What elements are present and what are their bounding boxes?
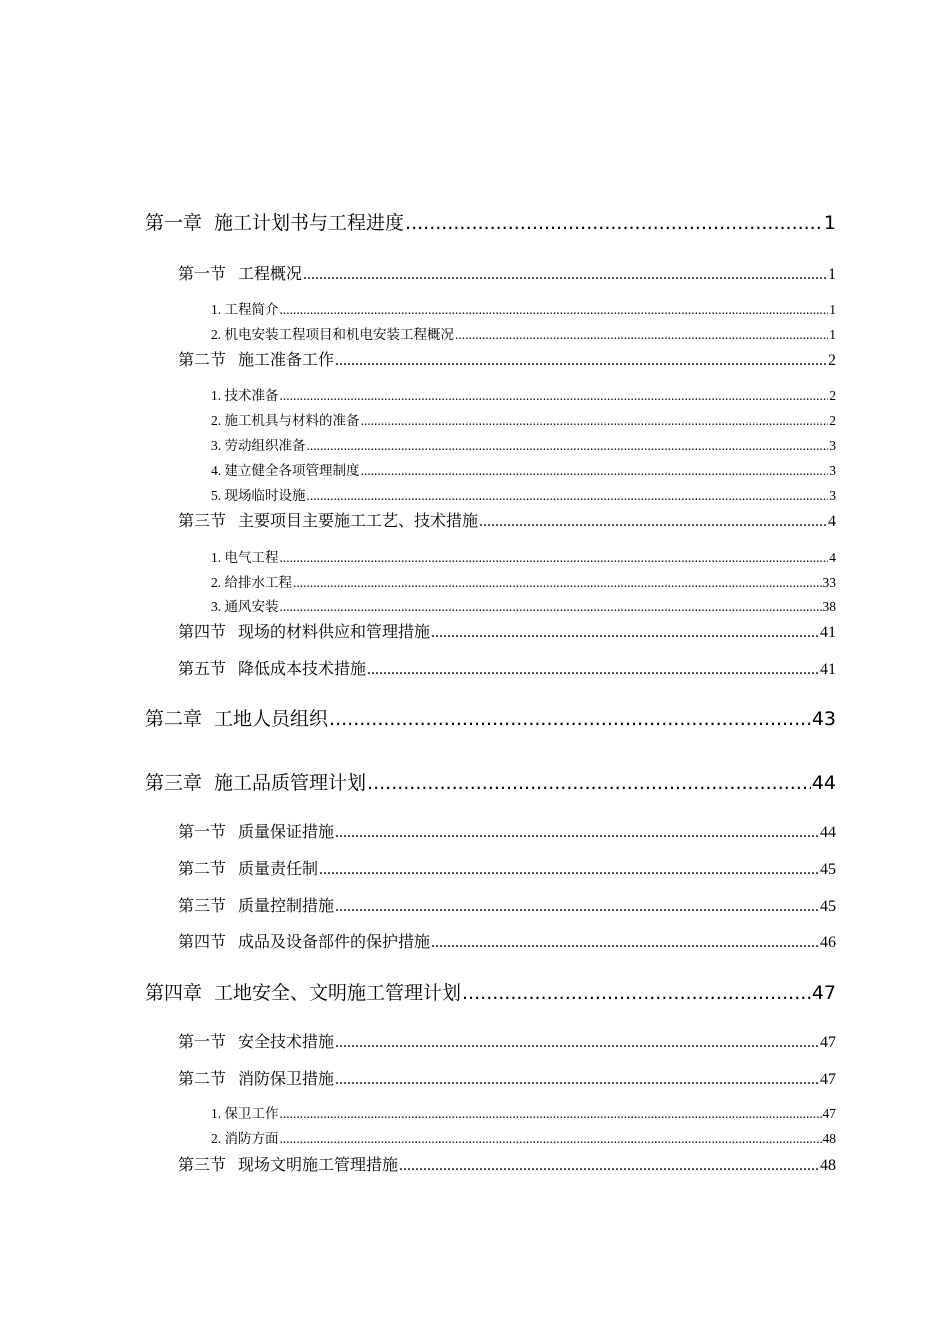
toc-dot-leader xyxy=(431,624,819,642)
toc-chapter-entry[interactable] xyxy=(145,978,836,1005)
toc-dot-leader xyxy=(335,1034,819,1052)
toc-dot-leader xyxy=(361,463,829,479)
toc-dot-leader xyxy=(303,266,827,284)
toc-dot-leader xyxy=(280,1106,822,1122)
toc-page-number: 47 xyxy=(820,1034,836,1051)
toc-entry-number: 第三节 xyxy=(178,513,227,530)
toc-subsection-entry[interactable] xyxy=(211,323,836,343)
toc-entry-title-text: 施工品质管理计划 xyxy=(214,772,367,794)
toc-page-number: 46 xyxy=(820,934,836,951)
toc-page-number: 48 xyxy=(820,1157,836,1174)
toc-entry-title xyxy=(211,298,279,318)
toc-entry-number: 第一节 xyxy=(178,1034,227,1051)
toc-page-number: 4 xyxy=(829,550,836,565)
toc-entry-number: 第四节 xyxy=(178,624,227,641)
toc-entry-title xyxy=(211,1127,279,1147)
toc-dot-leader xyxy=(280,599,822,615)
toc-entry-title xyxy=(145,208,404,235)
toc-entry-title xyxy=(178,619,430,642)
toc-dot-leader xyxy=(335,1071,819,1089)
toc-entry-title-text: 现场文明施工管理措施 xyxy=(238,1157,399,1174)
toc-entry-title xyxy=(211,571,292,591)
toc-dot-leader xyxy=(479,513,827,531)
toc-entry-title xyxy=(178,819,334,842)
toc-page-number: 47 xyxy=(811,982,836,1004)
toc-entry-title xyxy=(178,1029,334,1052)
toc-entry-title-text: 质量控制措施 xyxy=(238,898,335,915)
toc-section-entry[interactable] xyxy=(178,261,836,284)
toc-page-number: 2 xyxy=(828,352,836,369)
toc-section-entry[interactable] xyxy=(178,1029,836,1052)
toc-entry-number: 第三节 xyxy=(178,898,227,915)
toc-entry-title-text: 施工准备工作 xyxy=(238,352,335,369)
toc-entry-title-text: 工地人员组织 xyxy=(214,708,329,730)
toc-entry-title xyxy=(178,929,430,952)
toc-page-number: 3 xyxy=(829,463,836,478)
toc-entry-number: 第二节 xyxy=(178,861,227,878)
toc-entry-title xyxy=(145,768,366,795)
toc-page-number: 1 xyxy=(823,212,836,234)
toc-section-entry[interactable] xyxy=(178,656,836,679)
toc-page-number: 33 xyxy=(822,575,836,590)
toc-page-number: 47 xyxy=(822,1106,836,1121)
toc-entry-title xyxy=(178,347,334,370)
toc-section-entry[interactable] xyxy=(178,508,836,531)
toc-entry-title-text: 降低成本技术措施 xyxy=(238,661,367,678)
toc-entry-title-text: 1. 工程简介 xyxy=(211,302,279,317)
toc-dot-leader xyxy=(455,327,828,343)
toc-entry-title xyxy=(211,595,279,615)
toc-page-number: 45 xyxy=(820,898,836,915)
toc-entry-title-text: 主要项目主要施工工艺、技术措施 xyxy=(238,513,479,530)
toc-entry-title xyxy=(178,893,334,916)
toc-entry-title-text: 质量责任制 xyxy=(238,861,319,878)
toc-page-number: 1 xyxy=(828,266,836,283)
toc-entry-title xyxy=(211,384,279,404)
toc-dot-leader xyxy=(280,1131,822,1147)
toc-entry-number: 第四节 xyxy=(178,934,227,951)
toc-dot-leader xyxy=(307,438,829,454)
toc-entry-title-text: 5. 现场临时设施 xyxy=(211,488,306,503)
toc-entry-title xyxy=(178,1066,334,1089)
toc-subsection-entry[interactable] xyxy=(211,459,836,479)
toc-subsection-entry[interactable] xyxy=(211,1127,836,1147)
toc-section-entry[interactable] xyxy=(178,856,836,879)
toc-page-number: 2 xyxy=(829,413,836,428)
toc-subsection-entry[interactable] xyxy=(211,571,836,591)
toc-entry-number: 第一节 xyxy=(178,266,227,283)
toc-entry-title-text: 工地安全、文明施工管理计划 xyxy=(214,982,462,1004)
toc-page-number: 45 xyxy=(820,861,836,878)
toc-entry-title-text: 施工计划书与工程进度 xyxy=(214,212,405,234)
toc-dot-leader xyxy=(335,898,819,916)
toc-subsection-entry[interactable] xyxy=(211,409,836,429)
toc-entry-number: 第五节 xyxy=(178,661,227,678)
toc-subsection-entry[interactable] xyxy=(211,1102,836,1122)
toc-section-entry[interactable] xyxy=(178,619,836,642)
toc-dot-leader xyxy=(319,861,819,879)
toc-page-number: 43 xyxy=(811,708,836,730)
toc-entry-title xyxy=(211,459,360,479)
toc-page-number: 3 xyxy=(829,488,836,503)
toc-page-number: 41 xyxy=(820,624,836,641)
toc-entry-number: 第三章 xyxy=(145,772,203,794)
toc-dot-leader xyxy=(329,708,811,730)
toc-entry-title xyxy=(178,508,478,531)
toc-entry-title-text: 3. 劳动组织准备 xyxy=(211,438,306,453)
toc-dot-leader xyxy=(335,352,827,370)
toc-section-entry[interactable] xyxy=(178,1152,836,1175)
toc-entry-title-text: 成品及设备部件的保护措施 xyxy=(238,934,431,951)
toc-page-number: 47 xyxy=(820,1071,836,1088)
toc-subsection-entry[interactable] xyxy=(211,484,836,504)
toc-dot-leader xyxy=(293,575,822,591)
toc-dot-leader xyxy=(462,982,811,1004)
toc-dot-leader xyxy=(367,661,819,679)
toc-page-number: 2 xyxy=(829,388,836,403)
toc-entry-title-text: 1. 电气工程 xyxy=(211,550,279,565)
toc-page-number: 48 xyxy=(822,1131,836,1146)
toc-section-entry[interactable] xyxy=(178,1066,836,1089)
toc-entry-title-text: 2. 消防方面 xyxy=(211,1131,279,1146)
toc-entry-title xyxy=(178,856,318,879)
toc-subsection-entry[interactable] xyxy=(211,384,836,404)
toc-entry-title xyxy=(145,704,328,731)
toc-entry-title-text: 质量保证措施 xyxy=(238,824,335,841)
toc-dot-leader xyxy=(405,212,823,234)
toc-entry-number: 第二章 xyxy=(145,708,203,730)
toc-entry-title xyxy=(178,1152,398,1175)
toc-page-number: 3 xyxy=(829,438,836,453)
toc-page-number: 44 xyxy=(811,772,836,794)
toc-dot-leader xyxy=(280,550,829,566)
toc-entry-number: 第二节 xyxy=(178,1071,227,1088)
toc-entry-title xyxy=(178,261,302,284)
toc-chapter-entry[interactable] xyxy=(145,208,836,235)
toc-page-number: 38 xyxy=(822,599,836,614)
toc-dot-leader xyxy=(399,1157,819,1175)
toc-entry-title-text: 2. 施工机具与材料的准备 xyxy=(211,413,360,428)
toc-entry-title-text: 2. 机电安装工程项目和机电安装工程概况 xyxy=(211,327,454,342)
toc-entry-title xyxy=(211,1102,279,1122)
toc-entry-title xyxy=(178,656,366,679)
toc-section-entry[interactable] xyxy=(178,893,836,916)
toc-entry-title xyxy=(211,434,306,454)
toc-entry-number: 第三节 xyxy=(178,1157,227,1174)
toc-dot-leader xyxy=(367,772,811,794)
toc-entry-title-text: 2. 给排水工程 xyxy=(211,575,292,590)
toc-entry-title xyxy=(211,546,279,566)
toc-chapter-entry[interactable] xyxy=(145,704,836,731)
toc-entry-title-text: 现场的材料供应和管理措施 xyxy=(238,624,431,641)
toc-entry-title-text: 4. 建立健全各项管理制度 xyxy=(211,463,360,478)
toc-dot-leader xyxy=(280,388,829,404)
toc-subsection-entry[interactable] xyxy=(211,595,836,615)
toc-entry-title-text: 3. 通风安装 xyxy=(211,599,279,614)
toc-section-entry[interactable] xyxy=(178,819,836,842)
toc-dot-leader xyxy=(307,488,829,504)
toc-entry-title xyxy=(211,323,454,343)
toc-page-number: 44 xyxy=(820,824,836,841)
toc-section-entry[interactable] xyxy=(178,347,836,370)
toc-dot-leader xyxy=(361,413,829,429)
toc-entry-title-text: 安全技术措施 xyxy=(238,1034,335,1051)
toc-dot-leader xyxy=(335,824,819,842)
toc-entry-title xyxy=(211,409,360,429)
toc-page-number: 41 xyxy=(820,661,836,678)
toc-entry-number: 第一章 xyxy=(145,212,203,234)
toc-subsection-entry[interactable] xyxy=(211,298,836,318)
toc-section-entry[interactable] xyxy=(178,929,836,952)
toc-entry-title-text: 1. 保卫工作 xyxy=(211,1106,279,1121)
toc-entry-number: 第一节 xyxy=(178,824,227,841)
toc-dot-leader xyxy=(280,302,829,318)
toc-subsection-entry[interactable] xyxy=(211,434,836,454)
toc-chapter-entry[interactable] xyxy=(145,768,836,795)
toc-entry-title xyxy=(211,484,306,504)
toc-page-number: 1 xyxy=(829,302,836,317)
toc-entry-title-text: 工程概况 xyxy=(238,266,303,283)
toc-page-number: 4 xyxy=(828,513,836,530)
toc-entry-number: 第二节 xyxy=(178,352,227,369)
toc-entry-number: 第四章 xyxy=(145,982,203,1004)
toc-entry-title-text: 消防保卫措施 xyxy=(238,1071,335,1088)
toc-page-number: 1 xyxy=(829,327,836,342)
toc-entry-title-text: 1. 技术准备 xyxy=(211,388,279,403)
toc-entry-title xyxy=(145,978,461,1005)
toc-subsection-entry[interactable] xyxy=(211,546,836,566)
toc-dot-leader xyxy=(431,934,819,952)
